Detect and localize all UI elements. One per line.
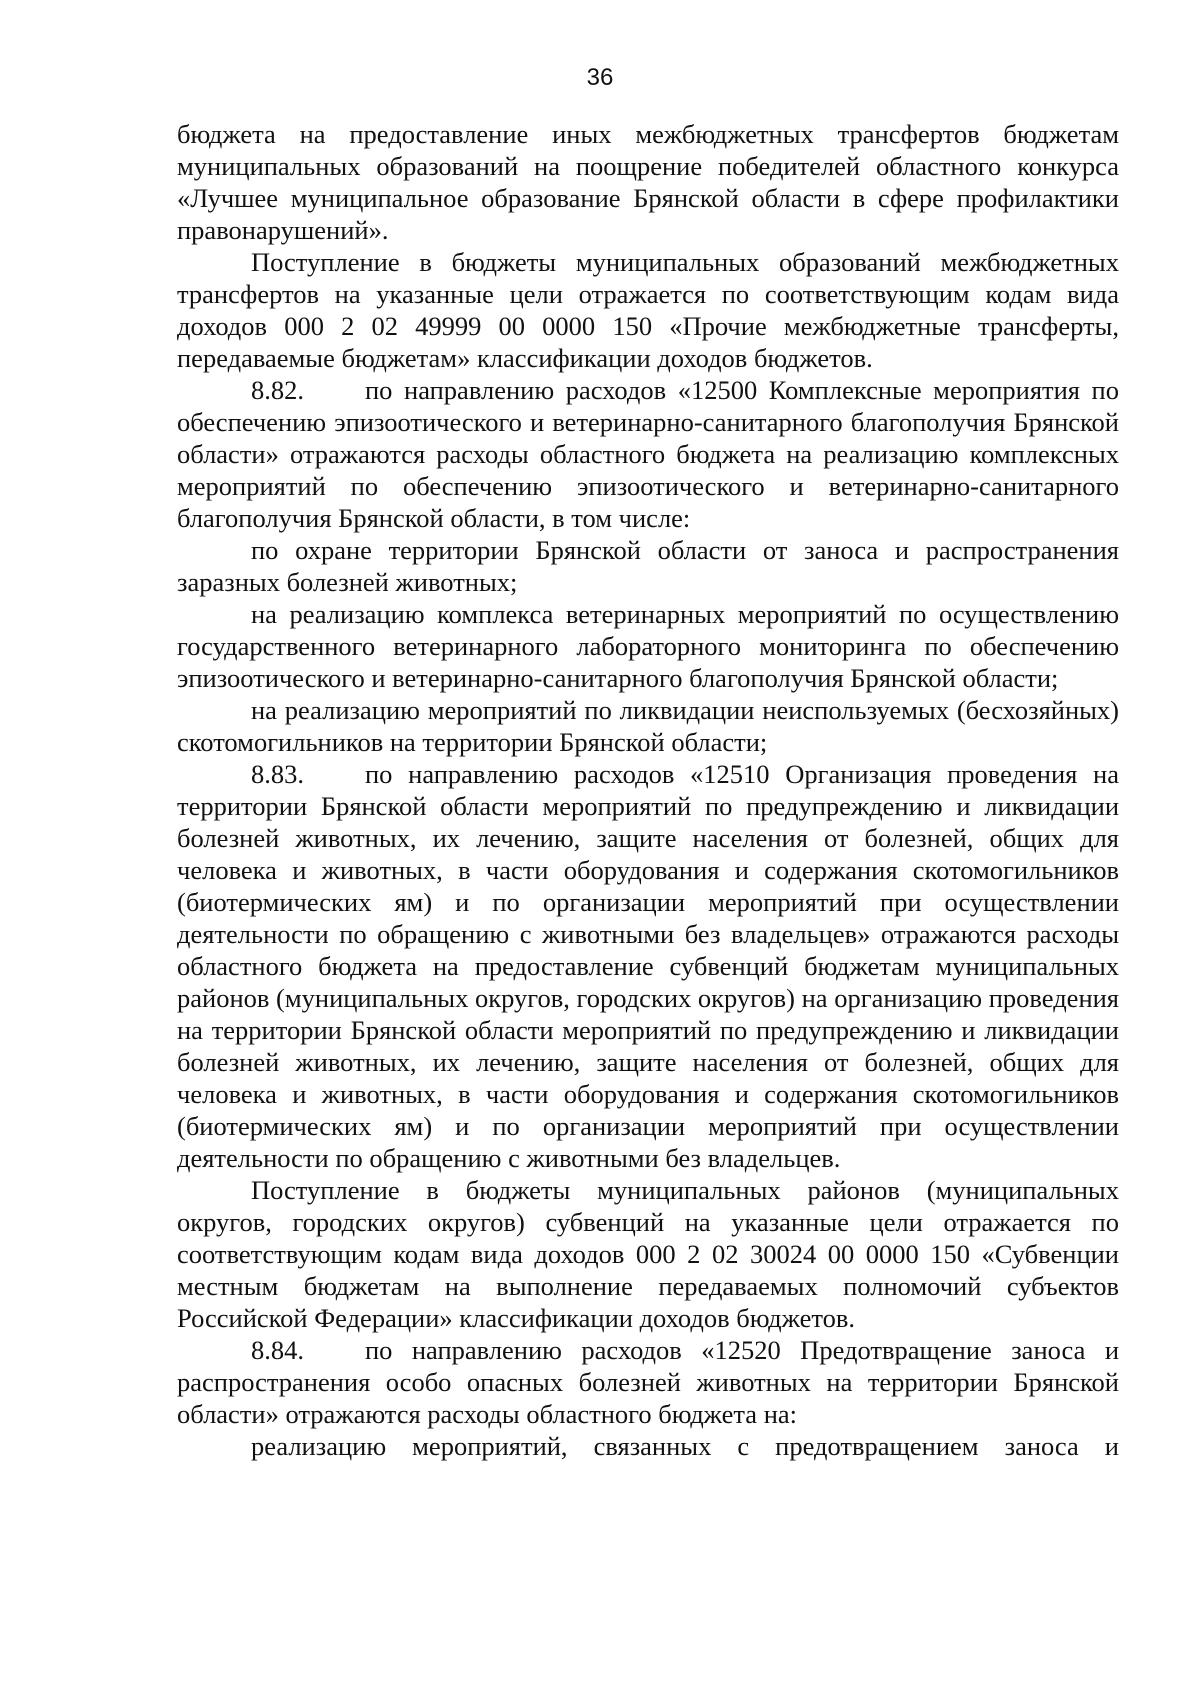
list-item-lab-monitoring: на реализацию комплекса ветеринарных мероприятий по осуществлению государственного ветеринарного лабораторного мониторинга по обеспечению эпизоотического и ветеринарно-санитарного благополучия Брянской области; <box>177 599 1119 693</box>
section-text: по направлению расходов «12510 Организация проведения на территории Брянской области мероприятий по предупреждению и ликвидации болезней животных, их лечению, защите населения от болезней, общих для человека и животных, в части оборудования и содержания скотомогильников (биотермических ям) и по организации мероприятий при осуществлении деятельности по обращению с животными без владельцев» отражаются расходы областного бюджета на предоставление субвенций бюджетам муниципальных районов (муниципальных округов, городских округов) на организацию проведения на территории Брянской области мероприятий по предупреждению и ликвидации болезней животных, их лечению, защите населения от болезней, общих для человека и животных, в части оборудования и содержания скотомогильников (биотермических ям) и по организации мероприятий при осуществлении деятельности по обращению с животными без владельцев. <box>177 759 1119 1173</box>
section-text: по направлению расходов «12500 Комплексные мероприятия по обеспечению эпизоотического и ветеринарно-санитарного благополучия Брянской области» отражаются расходы областного бюджета на реализацию комплексных мероприятий по обеспечению эпизоотического и ветеринарно-санитарного благополучия Брянской области, в том числе: <box>177 375 1119 533</box>
list-item-cattle-burial-liquidation: на реализацию мероприятий по ликвидации неиспользуемых (бесхозяйных) скотомогильников на территории Брянской области; <box>177 695 1119 757</box>
section-number: 8.83. <box>251 759 304 789</box>
section-8-83 <box>177 758 1119 1174</box>
paragraph-subvention-receipt: Поступление в бюджеты муниципальных районов (муниципальных округов, городских округов) субвенций на указанные цели отражается по соответствующим кодам вида доходов 000 2 02 30024 00 0000 150 «Субвенции местным бюджетам на выполнение передаваемых полномочий субъектов Российской Федерации» классификации доходов бюджетов. <box>177 1175 1119 1333</box>
paragraph-income-receipt: Поступление в бюджеты муниципальных образований межбюджетных трансфертов на указанные цели отражается по соответствующим кодам вида доходов 000 2 02 49999 00 0000 150 «Прочие межбюджетные трансферты, передаваемые бюджетам» классификации доходов бюджетов. <box>177 247 1119 373</box>
section-text: по направлению расходов «12520 Предотвращение заноса и распространения особо опасных болезней животных на территории Брянской области» отражаются расходы областного бюджета на: <box>177 1335 1119 1429</box>
paragraph-trailing: реализацию мероприятий, связанных с предотвращением заноса и <box>251 1431 1119 1461</box>
section-number: 8.82. <box>251 375 304 405</box>
page-number: 36 <box>586 64 614 91</box>
list-item-territory-protection: по охране территории Брянской области от заноса и распространения заразных болезней животных; <box>177 535 1119 597</box>
section-8-84 <box>177 1334 1119 1430</box>
section-number: 8.84. <box>251 1335 304 1365</box>
document-body <box>177 118 1119 1462</box>
paragraph-continuation: бюджета на предоставление иных межбюджетных трансфертов бюджетам муниципальных образований на поощрение победителей областного конкурса «Лучшее муниципальное образование Брянской области в сфере профилактики правонарушений». <box>177 119 1119 245</box>
section-8-82 <box>177 374 1119 534</box>
